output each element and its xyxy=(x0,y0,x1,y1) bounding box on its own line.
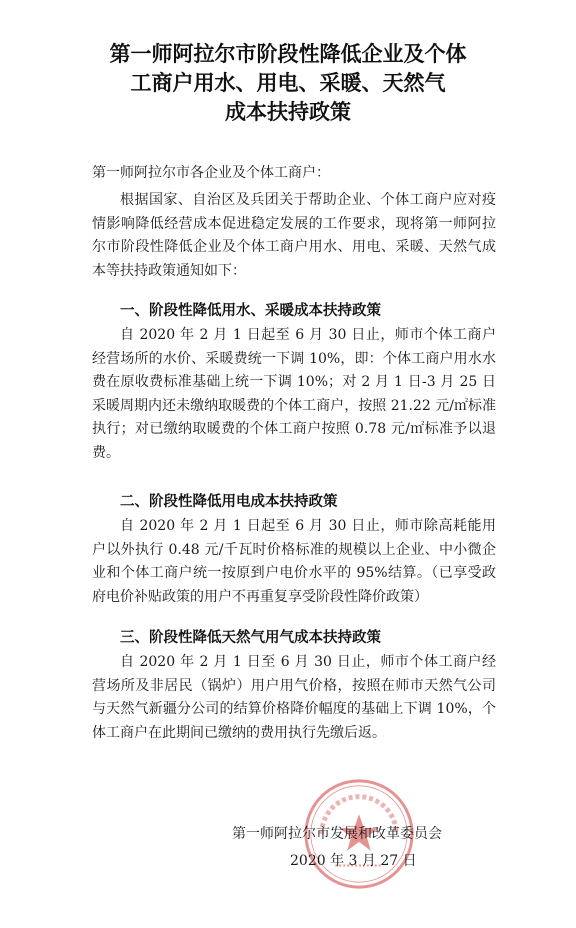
intro-paragraph: 根据国家、自治区及兵团关于帮助企业、个体工商户应对疫情影响降低经营成本促进稳定发展的工作要求，现将第一师阿拉尔市阶段性降低企业及个体工商户用水、用电、采暖、天然气成本等扶持政策通知如下： xyxy=(92,192,496,279)
section-2-heading: 二、阶段性降低用电成本扶持政策 xyxy=(120,494,338,510)
signature-date: 2020 年 3 月 27 日 xyxy=(290,853,417,869)
section-3-heading: 三、阶段性降低天然气用气成本扶持政策 xyxy=(120,630,381,646)
section-1-heading: 一、阶段性降低用水、采暖成本扶持政策 xyxy=(120,303,381,319)
document-title xyxy=(0,40,576,127)
title-line-2: 工商户用水、用电、采暖、天然气 xyxy=(130,71,446,95)
section-1-body: 自 2020 年 2 月 1 日起至 6 月 30 日止，师市个体工商户经营场所的水价、采暖费统一下调 10%，即：个体工商户用水水费在原收费标准基础上统一下调 10%；对 2 月 1 日-3 月 25 日采暖周期内还未缴纳取暖费的个体工商户，按照 21.22 元/㎡标准执行；对已缴纳取暖费的个体工商户按照 0.78 元/㎡标准予以退费。 xyxy=(92,327,496,461)
section-3-body: 自 2020 年 2 月 1 日至 6 月 30 日止，师市个体工商户经营场所及非居民（锅炉）用户用气价格，按照在师市天然气公司与天然气新疆分公司的结算价格降价幅度的基础上下调 10%，个体工商户在此期间已缴纳的费用执行先缴后返。 xyxy=(92,654,496,741)
section-2-body: 自 2020 年 2 月 1 日起至 6 月 30 日止，师市除高耗能用户以外执行 0.48 元/千瓦时价格标准的规模以上企业、中小微企业和个体工商户统一按原到户电价水平的 95%结算。（已享受政府电价补贴政策的用户不再重复享受阶段性降价政策） xyxy=(92,518,496,605)
signature-organization: 第一师阿拉尔市发展和改革委员会 xyxy=(232,826,442,842)
title-line-3: 成本扶持政策 xyxy=(225,100,351,124)
salutation: 第一师阿拉尔市各企业及个体工商户： xyxy=(92,165,330,181)
title-line-1: 第一师阿拉尔市阶段性降低企业及个体 xyxy=(109,42,467,66)
